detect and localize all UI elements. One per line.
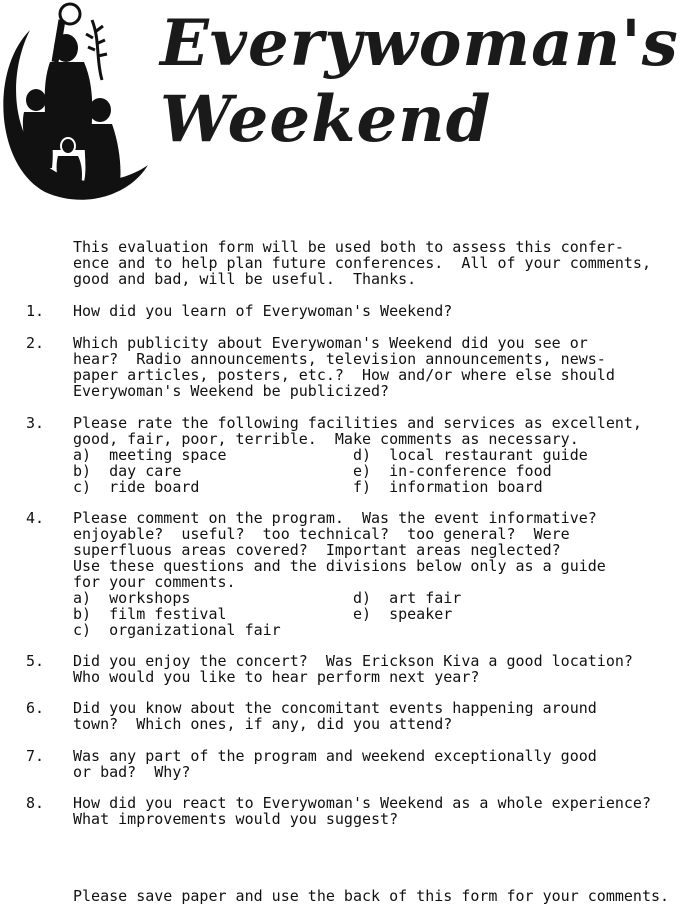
question-number: 5. (26, 652, 45, 670)
title-line-2: Weekend (160, 82, 492, 157)
question-text: Which publicity about Everywoman's Weekend did you see or hear? Radio announcements, television announcements, news- paper articles, posters, etc.? How and/or where else should Everywoman's Weekend be publicized? (73, 334, 615, 400)
intro-paragraph: This evaluation form will be used both to assess this confer- ence and to help plan future conferences. All of your comments, good and bad, will be useful. Thanks. (73, 238, 651, 288)
question-text: Did you enjoy the concert? Was Erickson Kiva a good location? Who would you like to hear perform next year? (73, 652, 633, 686)
question-text: Was any part of the program and weekend exceptionally good or bad? Why? (73, 747, 597, 781)
question-text: Did you know about the concomitant events happening around town? Which ones, if any, did you attend? (73, 699, 597, 733)
question-number: 7. (26, 747, 45, 765)
question-number: 6. (26, 699, 45, 717)
question-text: Please rate the following facilities and services as excellent, good, fair, poor, terrible. Make comments as necessary. a) meeting space d) local restaurant guide b) day care e) in-conference food c) ride board f) information board (73, 414, 642, 496)
question-number: 3. (26, 414, 45, 432)
question-number: 8. (26, 794, 45, 812)
title-line-1: Everywoman's (160, 6, 679, 81)
footer-note: Please save paper and use the back of this form for your comments. (73, 887, 670, 905)
women-crescent-logo (0, 0, 150, 205)
question-text: Please comment on the program. Was the event informative? enjoyable? useful? too technical? too general? Were superfluous areas covered? Important areas neglected? Use these questions and the divisions below only as a guide for your comments. a) workshops d) art fair b) film festival e) speaker c) organizational fair (73, 509, 606, 639)
question-number: 4. (26, 509, 45, 527)
question-number: 2. (26, 334, 45, 352)
question-text: How did you react to Everywoman's Weekend as a whole experience? What improvements would you suggest? (73, 794, 651, 828)
question-text: How did you learn of Everywoman's Weekend? (73, 302, 453, 320)
question-number: 1. (26, 302, 45, 320)
